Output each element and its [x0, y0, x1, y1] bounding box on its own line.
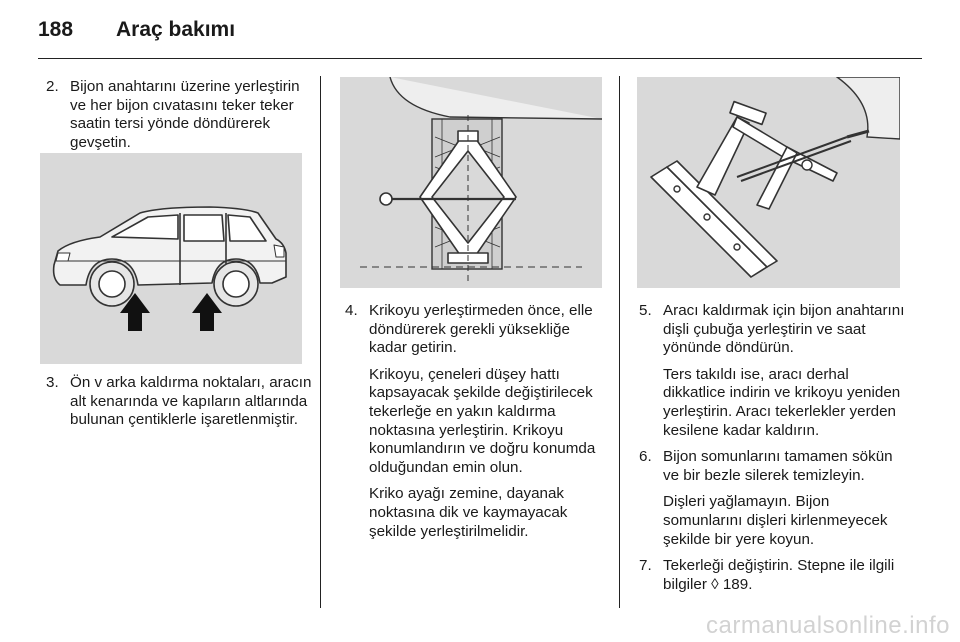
step-paragraph: Ters takıldı ise, aracı derhal dikkatlice indirin ve krikoyu yeniden yerleştirin. Aracı tekerlekler yerden kesilene kadar kaldırın. [663, 365, 901, 439]
column-divider-1 [320, 76, 321, 608]
page-reference-icon: ◊ [711, 575, 719, 593]
step-text: Ön v arka kaldırma noktaları, aracın alt kenarında ve kapıların altlarında bulunan çentiklerle işaretlenmiştir. [70, 374, 312, 429]
header-rule [38, 58, 922, 59]
step-paragraph: Kriko ayağı zemine, dayanak noktasına dik ve kaymayacak şekilde yerleştirilmelidir. [369, 485, 568, 540]
step-5 [639, 302, 907, 358]
step-number: 2. [46, 78, 59, 95]
step-7 [639, 557, 907, 594]
step-number: 5. [639, 302, 652, 319]
step-2 [46, 78, 314, 152]
car-side-view-icon [40, 153, 302, 364]
step-4 [345, 302, 611, 541]
step-number: 4. [345, 302, 358, 319]
step-text: Bijon anahtarını üzerine yerleştirin ve her bijon cıvatasını teker teker saatin tersi yönde döndürerek gevşetin. [70, 78, 300, 151]
step-number: 6. [639, 448, 652, 466]
step-number: 3. [46, 374, 59, 391]
section-title: Araç bakımı [116, 18, 236, 41]
step-text: Krikoyu yerleştirmeden önce, elle döndürerek gerekli yüksekliğe kadar getirin. [369, 302, 593, 357]
scissor-jack-icon [340, 77, 602, 288]
step-6 [639, 448, 907, 485]
step-text [663, 557, 907, 594]
step-text: Aracı kaldırmak için bijon anahtarını dişli çubuğa yerleştirin ve saat yönünde döndürün. [663, 302, 905, 357]
step-paragraph: Dişleri yağlamayın. Bijon somunlarını dişleri kirlenmeyecek şekilde bir yere koyun. [663, 493, 888, 548]
page-number: 188 [38, 18, 74, 41]
step-text: Bijon somunlarını tamamen sökün ve bir bezle silerek temizleyin. [663, 448, 893, 484]
step-paragraph: Krikoyu, çeneleri düşey hattı kapsayacak şekilde değiştirilecek tekerleğe en yakın kaldırma noktasına yerleştirin. Krikoyu konumlandırın ve doğru konumda olduğundan emin olun. [369, 365, 596, 476]
jack-position-illustration [340, 77, 602, 288]
page-reference-link[interactable]: 189. [718, 575, 753, 593]
steps-5-7 [639, 302, 907, 594]
step-number: 7. [639, 557, 652, 575]
watermark: carmanualsonline.info [706, 612, 950, 639]
step-3 [46, 374, 314, 430]
page-header [38, 18, 235, 42]
car-lifting-points-illustration [40, 153, 302, 364]
step-text-main: Tekerleği değiştirin. Stepne ile ilgili bilgiler [663, 557, 895, 593]
column-divider-2 [619, 76, 620, 608]
jack-wheel-brace-illustration [637, 77, 900, 288]
jack-crank-icon [637, 77, 900, 288]
